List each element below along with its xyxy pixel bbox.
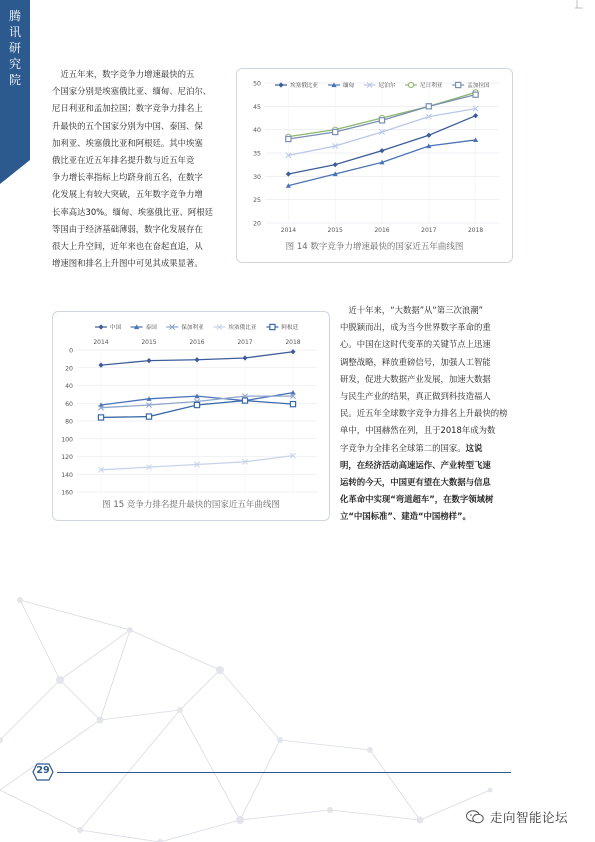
paragraph-2-text: 中脱颖而出，成为当今世界数字革命的重 (340, 322, 491, 333)
legend-item (266, 323, 298, 331)
paragraph-1-line: 增速图和排名上升图中可见其成果显著。 (52, 258, 203, 269)
y-tick-label: 120 (61, 454, 73, 461)
paragraph-2-text: 近十年来，“大数据”从“第三次浪潮” (340, 305, 483, 315)
paragraph-1-line: 近五年来，数字竞争力增速最快的五 (60, 69, 195, 79)
legend-item (275, 81, 318, 89)
data-point (286, 171, 291, 176)
page-number: 29 (36, 765, 50, 776)
chart-15-caption: 图 15 竞争力排名提升最快的国家近五年曲线图 (102, 500, 280, 510)
paragraph-2-text: 研发，促进大数据产业发展，加速大数据 (340, 373, 491, 384)
footer-rule (57, 772, 511, 773)
chart-14-card (236, 68, 513, 263)
x-tick-label: 2017 (237, 339, 253, 346)
y-tick-label: 40 (65, 383, 73, 390)
y-tick-label: 20 (65, 365, 73, 373)
data-point (194, 357, 199, 362)
paragraph-1-line: 升最快的五个国家分别为中国、泰国、保 (52, 120, 203, 131)
paragraph-2-line (340, 319, 516, 336)
x-tick-label: 2016 (374, 227, 390, 234)
paragraph-1-line: 个国家分别是埃塞俄比亚、缅甸、尼泊尔、 (52, 86, 212, 97)
legend-item (213, 323, 256, 331)
chart-15-card (52, 311, 330, 521)
x-tick-label: 2014 (93, 339, 109, 346)
paragraph-2-bold-line (340, 457, 516, 474)
paragraph-2-line (340, 422, 516, 439)
paragraph-2-bold-line (340, 474, 516, 491)
chart-15 (53, 312, 329, 520)
network-decoration (0, 560, 595, 842)
y-tick-label: 45 (253, 103, 261, 111)
paragraph-2-text: 字竞争力全排名全球第二的国家。 (340, 442, 466, 453)
sidebar-label: 腾讯研究院 (8, 9, 21, 87)
legend-label: 中国 (110, 325, 122, 332)
watermark (466, 808, 568, 826)
y-tick-label: 100 (61, 436, 73, 444)
legend-marker (408, 82, 413, 87)
paragraph-2-bold-text: 明，在经济活动高速运作、产业转型飞速 (340, 459, 491, 470)
data-point (426, 133, 431, 138)
legend-marker (270, 324, 275, 329)
y-tick-label: 35 (253, 150, 261, 158)
paragraph-2-bold-text: 运转的今天，中国更有望在大数据与信息 (340, 477, 491, 488)
legend-item (452, 81, 490, 89)
data-point (242, 355, 247, 360)
sidebar-tab (0, 0, 30, 160)
chart-14-caption: 图 14 数字竞争力增速最快的国家近五年曲线图 (285, 242, 464, 252)
paragraph-1-line: 俄比亚在近五年排名提升数与近五年竞 (52, 155, 195, 166)
legend-marker (98, 324, 103, 329)
paragraph-2-bold-line (340, 491, 516, 508)
y-tick-label: 30 (253, 173, 261, 181)
y-tick-label: 60 (65, 400, 73, 408)
wechat-icon (466, 810, 484, 824)
data-point (98, 362, 103, 367)
x-tick-label: 2018 (467, 227, 484, 234)
paragraph-2-line (340, 405, 516, 422)
y-tick-label: 0 (69, 347, 73, 355)
legend-item (166, 323, 204, 331)
data-point (242, 398, 247, 403)
y-tick-label: 25 (253, 197, 261, 205)
data-point (98, 415, 103, 420)
data-point (286, 136, 291, 141)
data-point (333, 129, 338, 134)
legend-label: 保加利亚 (181, 325, 204, 332)
x-tick-label: 2015 (141, 339, 157, 346)
paragraph-1-line: 加利亚、埃塞俄比亚和阿根廷。其中埃塞 (52, 137, 203, 148)
x-tick-label: 2018 (285, 339, 301, 346)
paragraph-2-line (340, 336, 516, 353)
paragraph-2-bold-text: 化革命中实现“弯道超车”，在数字领域树 (340, 494, 494, 505)
paragraph-2-line (340, 354, 516, 371)
data-point (426, 104, 431, 109)
paragraph-1-line: 尼日利亚和孟加拉国；数字竞争力排名上 (52, 103, 203, 114)
x-tick-label: 2014 (280, 227, 297, 234)
legend-label: 缅甸 (343, 83, 355, 90)
paragraph-2-line (340, 371, 516, 388)
y-tick-label: 20 (253, 220, 261, 228)
data-point (194, 402, 199, 407)
paragraph-2-bold-text: 立“中国标准”、建造“中国榜样”。 (340, 511, 471, 522)
legend-label: 泰国 (145, 325, 157, 332)
paragraph-2-text: 调整战略，释放重磅信号，加强人工智能 (340, 356, 491, 367)
data-point (473, 92, 478, 97)
paragraph-2 (340, 302, 516, 526)
paragraph-2-text: 与民生产业的结果，真正做到科技造福人 (340, 391, 491, 402)
paragraph-1-line: 很大上升空间，近年来也在奋起直追，从 (52, 241, 203, 252)
x-tick-label: 2015 (327, 227, 343, 234)
y-tick-label: 80 (65, 418, 73, 426)
legend-label: 尼泊尔 (378, 83, 396, 90)
data-point (146, 358, 151, 363)
y-tick-label: 50 (253, 80, 261, 88)
legend-item (328, 81, 355, 89)
paragraph-2-text: 民。近五年全球数字竞争力排名上升最快的榜 (340, 408, 508, 419)
legend-item (405, 81, 443, 89)
paragraph-1-line: 等国由于经济基础薄弱，数字化发展存在 (52, 223, 203, 234)
legend-item (131, 323, 158, 331)
data-point (379, 148, 384, 153)
crop-mark-icon (575, 0, 595, 20)
data-point (473, 113, 478, 118)
chart-14 (237, 69, 512, 262)
y-tick-label: 140 (61, 471, 73, 479)
legend-label: 阿根廷 (281, 325, 299, 332)
data-point (333, 162, 338, 167)
data-point (146, 414, 151, 419)
legend-item (95, 323, 122, 331)
data-point (379, 118, 384, 123)
paragraph-2-text: 单中，中国赫然在列，且于2018年成为数 (340, 425, 496, 436)
paragraph-1-line: 化发展上有较大突破，五年数字竞争力增 (52, 189, 203, 200)
paragraph-2-bold-line (340, 508, 516, 525)
legend-label: 尼日利亚 (420, 83, 443, 90)
legend-marker (456, 82, 461, 87)
paragraph-2-text: 心。中国在这时代变革的关键节点上迅速 (340, 339, 491, 350)
paragraph-2-line (340, 302, 516, 319)
paragraph-1-line: 争力增长率指标上均跻身前五名，在数字 (52, 172, 203, 183)
watermark-text: 走向智能论坛 (490, 810, 569, 825)
paragraph-1-line: 长率高达30%。缅甸、埃塞俄比亚、阿根廷 (52, 206, 213, 217)
paragraph-2-bold-text: 这说 (465, 442, 483, 453)
y-tick-label: 160 (61, 489, 73, 497)
legend-label: 埃塞俄比亚 (228, 325, 257, 332)
paragraph-1 (52, 66, 228, 272)
legend-label: 埃塞俄比亚 (290, 83, 318, 90)
y-tick-label: 40 (253, 127, 261, 135)
paragraph-2-line (340, 388, 516, 405)
x-tick-label: 2016 (189, 339, 205, 346)
data-point (290, 402, 295, 407)
paragraph-2-line (340, 440, 516, 457)
legend-label: 孟加拉国 (467, 83, 490, 90)
legend-item (364, 81, 396, 89)
x-tick-label: 2017 (421, 227, 437, 234)
